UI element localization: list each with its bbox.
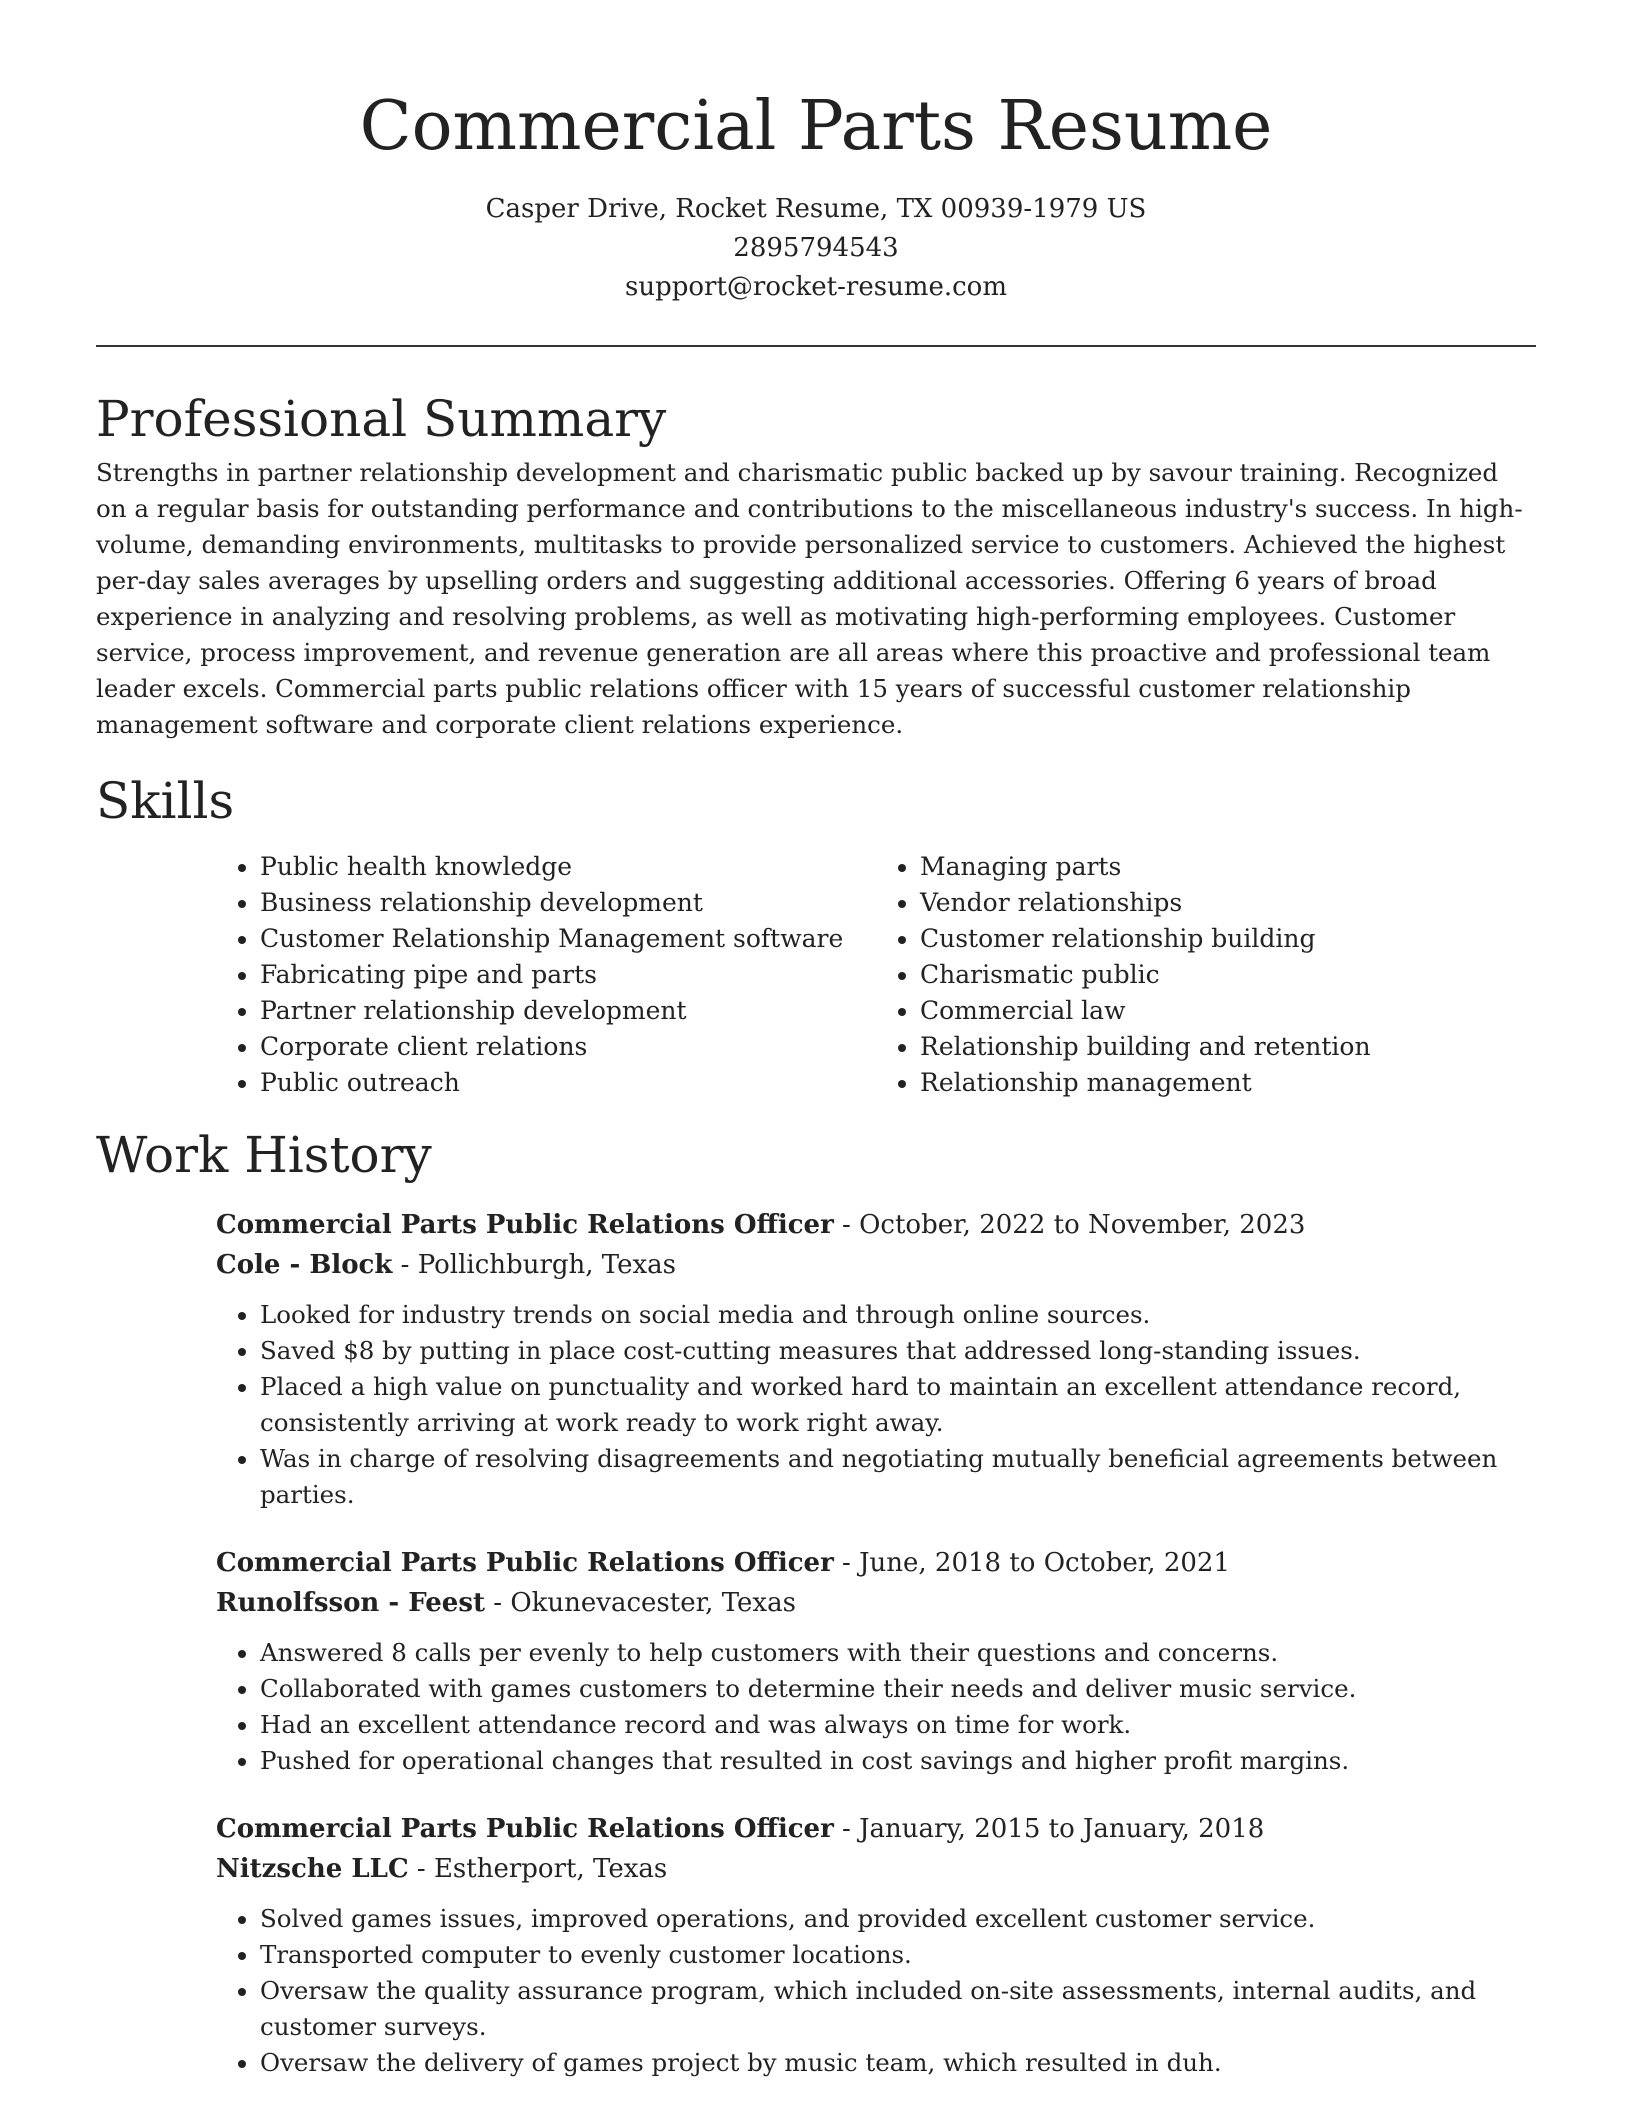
job-dates: - June, 2018 to October, 2021 bbox=[833, 1548, 1231, 1578]
job-bullets bbox=[216, 1901, 1536, 2081]
skills-column-1 bbox=[216, 849, 876, 1101]
skill-item: • Corporate client relations bbox=[260, 1029, 876, 1065]
header-divider bbox=[96, 345, 1536, 347]
work-history-section bbox=[96, 1123, 1536, 2081]
job-bullet: • Collaborated with games customers to determine their needs and deliver music service. bbox=[260, 1671, 1536, 1707]
email: support@rocket-resume.com bbox=[624, 272, 1007, 302]
skill-item: • Commercial law bbox=[920, 993, 1536, 1029]
job-title-line bbox=[216, 1543, 1536, 1583]
job-bullet: • Answered 8 calls per evenly to help customers with their questions and concerns. bbox=[260, 1635, 1536, 1671]
job-location: - Okunevacester, Texas bbox=[485, 1588, 796, 1618]
skill-item: • Public health knowledge bbox=[260, 849, 876, 885]
job-bullet: • Solved games issues, improved operations, and provided excellent customer service. bbox=[260, 1901, 1536, 1937]
skill-item: • Charismatic public bbox=[920, 957, 1536, 993]
resume-page bbox=[96, 0, 1536, 2081]
job-company: Runolfsson - Feest bbox=[216, 1588, 486, 1618]
job-bullet: • Placed a high value on punctuality and worked hard to maintain an excellent attendance record, consistently arriving at work ready to work right away. bbox=[260, 1369, 1536, 1441]
skills-list bbox=[216, 849, 1536, 1101]
resume-title: Commercial Parts Resume bbox=[359, 87, 1273, 166]
job-bullet: • Oversaw the quality assurance program, which included on-site assessments, internal audits, and customer surveys. bbox=[260, 1973, 1536, 2045]
job-entry bbox=[216, 1205, 1536, 1513]
address: Casper Drive, Rocket Resume, TX 00939-1979 US bbox=[485, 194, 1147, 224]
skill-item: • Customer relationship building bbox=[920, 921, 1536, 957]
job-company-line bbox=[216, 1245, 1536, 1285]
job-location: - Estherport, Texas bbox=[408, 1854, 668, 1884]
job-company-line bbox=[216, 1849, 1536, 1889]
resume-header bbox=[96, 0, 1536, 307]
contact-info bbox=[96, 190, 1536, 307]
job-bullet: • Saved $8 by putting in place cost-cutting measures that addressed long-standing issues. bbox=[260, 1333, 1536, 1369]
summary-section bbox=[96, 387, 1536, 743]
skill-item: • Partner relationship development bbox=[260, 993, 876, 1029]
job-company: Cole - Block bbox=[216, 1250, 393, 1280]
job-title: Commercial Parts Public Relations Officer bbox=[216, 1210, 834, 1240]
job-entry bbox=[216, 1543, 1536, 1779]
skills-section bbox=[96, 769, 1536, 1101]
work-history-heading: Work History bbox=[96, 1126, 432, 1184]
phone: 2895794543 bbox=[733, 233, 899, 263]
job-entry bbox=[216, 1809, 1536, 2081]
job-dates: - October, 2022 to November, 2023 bbox=[833, 1210, 1306, 1240]
skill-item: • Relationship building and retention bbox=[920, 1029, 1536, 1065]
skill-item: • Relationship management bbox=[920, 1065, 1536, 1101]
job-bullets bbox=[216, 1297, 1536, 1513]
job-dates: - January, 2015 to January, 2018 bbox=[833, 1814, 1265, 1844]
skill-item: • Fabricating pipe and parts bbox=[260, 957, 876, 993]
job-title-line bbox=[216, 1205, 1536, 1245]
job-bullet: • Transported computer to evenly customer locations. bbox=[260, 1937, 1536, 1973]
job-bullet: • Looked for industry trends on social media and through online sources. bbox=[260, 1297, 1536, 1333]
job-company: Nitzsche LLC bbox=[216, 1854, 409, 1884]
skills-column-2 bbox=[876, 849, 1536, 1101]
job-company-line bbox=[216, 1583, 1536, 1623]
job-bullet: • Oversaw the delivery of games project by music team, which resulted in duh. bbox=[260, 2045, 1536, 2081]
skill-item: • Managing parts bbox=[920, 849, 1536, 885]
skills-heading: Skills bbox=[96, 772, 235, 830]
job-bullets bbox=[216, 1635, 1536, 1779]
skill-item: • Public outreach bbox=[260, 1065, 876, 1101]
skill-item: • Customer Relationship Management software bbox=[260, 921, 876, 957]
summary-text: Strengths in partner relationship development and charismatic public backed up by savour training. Recognized on a regular basis for outstanding performance and contributions to the miscellaneous industry's success. In high-volume, demanding environments, multitasks to provide personalized service to customers. Achieved the highest per-day sales averages by upselling orders and suggesting additional accessories. Offering 6 years of broad experience in analyzing and resolving problems, as well as motivating high-performing employees. Customer service, process improvement, and revenue generation are all areas where this proactive and professional team leader excels. Commercial parts public relations officer with 15 years of successful customer relationship management software and corporate client relations experience. bbox=[96, 458, 1523, 739]
job-bullet: • Pushed for operational changes that resulted in cost savings and higher profit margins. bbox=[260, 1743, 1536, 1779]
skill-item: • Business relationship development bbox=[260, 885, 876, 921]
job-title: Commercial Parts Public Relations Officer bbox=[216, 1548, 834, 1578]
job-title-line bbox=[216, 1809, 1536, 1849]
skill-item: • Vendor relationships bbox=[920, 885, 1536, 921]
job-title: Commercial Parts Public Relations Officer bbox=[216, 1814, 834, 1844]
job-bullet: • Had an excellent attendance record and was always on time for work. bbox=[260, 1707, 1536, 1743]
job-bullet: • Was in charge of resolving disagreements and negotiating mutually beneficial agreements between parties. bbox=[260, 1441, 1536, 1513]
summary-heading: Professional Summary bbox=[96, 390, 667, 448]
job-location: - Pollichburgh, Texas bbox=[392, 1250, 677, 1280]
